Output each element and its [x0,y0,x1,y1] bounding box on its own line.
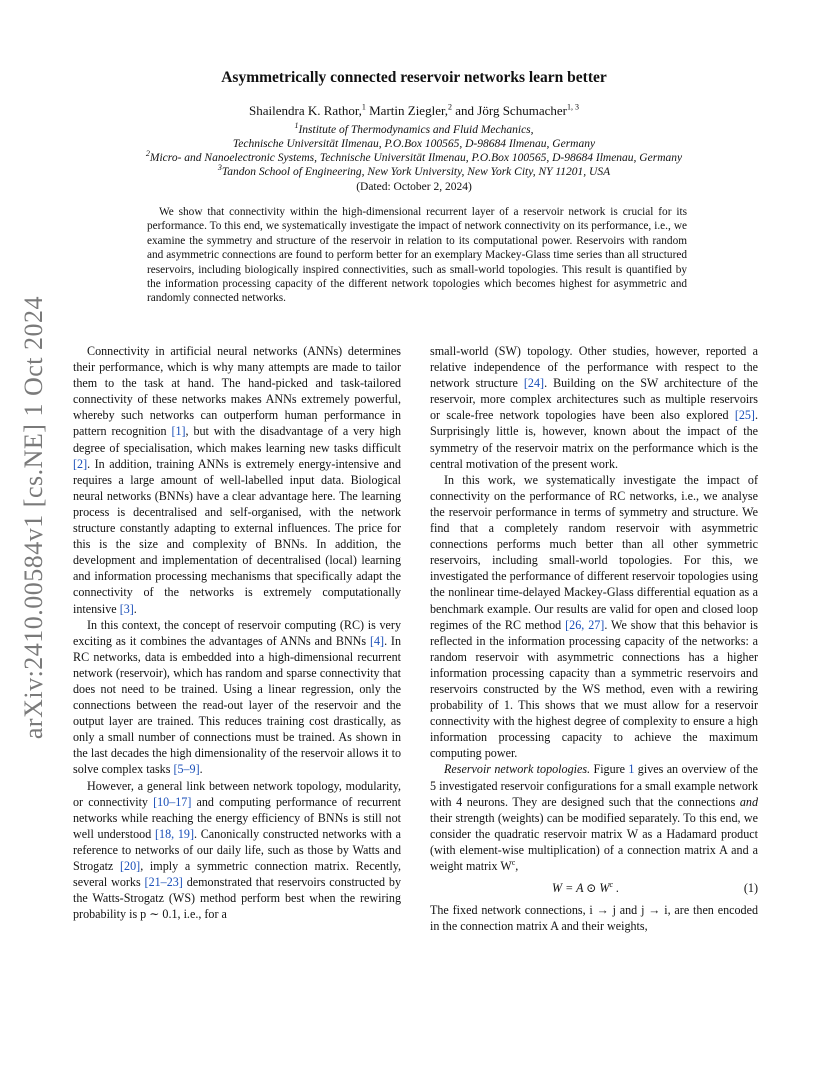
affiliation-line: Institute of Thermodynamics and Fluid Mechanics, [298,124,534,136]
author-affiliation-mark: 2 [448,102,453,112]
citation-link[interactable]: [25] [734,408,755,423]
affiliation-1-address [0,138,828,150]
date-line: (Dated: October 2, 2024) [356,181,472,193]
text-run: small-world (SW) topology. Other studies, however, reported a relative independence of the performance with respect to the network structure [430,344,758,391]
affiliation-line: Micro- and Nanoelectronic Systems, Technische Universität Ilmenau, P.O.Box 100565, D-98684 Ilmenau, Germany [149,152,683,164]
citation-link[interactable]: [4] [369,633,385,648]
paragraph [430,902,758,934]
equation-text: W = A ⊙ W [552,881,610,896]
citation-link[interactable]: [24] [523,376,545,391]
text-run: their strength (weights) can be modified separately. To this end, we consider the quadratic reservoir matrix W as a Hadamard product (with element-wise multiplication) of a connection matrix A and a weight matrix W [430,810,758,873]
affiliation-mark: 2 [145,149,150,159]
paragraph [430,761,758,874]
text-run: . [199,762,203,777]
paragraph [73,617,401,778]
text-run: . Canonically constructed networks with a reference to networks of our daily life, such as those by Watts and Strogatz [73,826,401,873]
citation-link[interactable]: [10–17] [153,794,192,809]
author-affiliation-mark: 1, 3 [566,102,579,112]
affiliation-3 [0,163,828,178]
citation-link[interactable]: [3] [119,601,134,616]
text-run: , but with the disadvantage of a very high degree of specialisation, which makes learning new tasks difficult [73,424,401,455]
citation-link[interactable]: [26, 27] [565,617,605,632]
text-run: However, a general link between network topology, modularity, or connectivity [73,778,401,809]
equation-1 [430,880,758,896]
author-list [0,103,828,119]
citation-link[interactable]: [5–9] [173,762,200,777]
emphasis: and [739,794,758,809]
text-run: In this work, we systematically investigate the impact of connectivity on the performance of RC networks, i.e., we analyse the reservoir performance in terms of symmetry and structure. We find that a completely random reservoir with asymmetric connections performs much better than all other symmetric reservoirs, including small-world topologies. For this, we investigated the performance of different reservoir topologies using the nonlinear time-delayed Mackey-Glass differential equation as a benchmark example. Our results are valid for open and closed loop regimes of the RC method [430,472,758,632]
arxiv-id: arXiv:2410.00584v1 [cs.NE] 1 Oct 2024 [19,296,48,740]
text-run: Figure [590,762,629,777]
paragraph [430,472,758,762]
author-name: Martin Ziegler, [365,103,449,118]
text-run: gives an overview of the 5 investigated reservoir configurations for a small example network with 4 neurons. They are designed such that the connections [430,762,759,809]
paper-title: Asymmetrically connected reservoir networks learn better [221,69,607,86]
affiliation-2 [0,149,828,164]
equation-body [552,880,619,896]
section-heading: Reservoir network topologies. [444,762,591,777]
text-run: . In RC networks, data is embedded into a high-dimensional recurrent network (reservoir), which has random and sparse connectivity that does not need to be trained. Using a linear regression, only the connections between the read-out layer of the reservoir and the output layer are trained. This reduces training cost drastically, as only a small number of connections must be trained. As shown in the last decades the high dimensionality of the reservoir allows it to solve complex tasks [73,633,401,777]
text-run: The fixed network connections, i → j and j → i, are then encoded in the connection matrix A and their weights, [430,903,758,934]
affiliation-mark: 1 [294,121,299,131]
left-column [73,343,401,922]
affiliation-mark: 3 [217,163,222,173]
affiliation-1 [0,121,828,136]
citation-link[interactable]: [1] [171,424,186,439]
citation-link[interactable]: [20] [120,859,141,873]
right-column [430,343,758,934]
author-name: Shailendra K. Rathor, [249,103,362,118]
citation-link[interactable]: [2] [73,456,88,471]
superscript: c [511,857,516,867]
superscript: c [609,880,614,890]
equation-number: (1) [743,881,758,896]
text-run: . Surprisingly little is, however, known about the impact of the symmetry of the reservoir matrix on the performance which is the central motivation of the present work. [430,408,758,471]
paragraph [430,343,758,472]
abstract: We show that connectivity within the high-dimensional recurrent layer of a reservoir network is crucial for its performance. To this end, we systematically investigate the impact of network connectivity on its performance, i.e., we examine the symmetry and structure of the reservoir in relation to its computational power. Reservoirs with random and asymmetric connections are found to perform better for an exemplary Mackey-Glass time series than all structured reservoirs, including biologically inspired connectivities, such as small-world topologies. This result is quantified by the information processing capacity of the different network topologies which becomes highest for asymmetric and randomly connected networks. [147,206,687,305]
text-run: . We show that this behavior is reflected in the information processing capacity of the networks: a random reservoir with asymmetric connections has a higher information processing capacity than a symmetric reservoirs and reservoirs constructed by the WS method, even with a rewiring probability of 1. This shows that we must allow for a reservoir connectivity with the highest degree of complexity to ensure a high information processing capacity to achieve the maximum computing power. [430,617,758,761]
text-run: , [515,859,519,873]
paragraph [73,778,401,923]
text-run: and computing performance of recurrent networks while reaching the energy efficiency of BNNs is still not well understood [73,794,401,841]
equation-text: . [613,881,620,896]
text-run: . Building on the SW architecture of the reservoir, more complex architectures such as multiple reservoirs or scale-free network topologies have been also explored [430,376,758,423]
text-run: Connectivity in artificial neural networks (ANNs) determines their performance, which is why many attempts are made to tailor them to the task at hand. The hand-picked and task-tailored connectivity of these networks makes ANNs extremely powerful, whereby such networks can outperform human performance in pattern recognition [73,344,401,439]
affiliation-line: Tandon School of Engineering, New York University, New York City, NY 11201, USA [221,166,611,178]
paragraph [73,343,401,617]
citation-link[interactable]: [21–23] [144,875,183,890]
text-run: demonstrated that reservoirs constructed by the Watts-Strogatz (WS) method perform best when the rewiring probability is p ∼ 0.1, i.e., for a [73,875,401,922]
text-run: In this context, the concept of reservoir computing (RC) is very exciting as it combines the advantages of ANNs and BNNs [73,617,401,648]
text-run: . [133,601,137,616]
figure-link[interactable]: 1 [628,762,635,777]
citation-link[interactable]: [18, 19] [155,826,194,841]
affiliation-line: Technische Universität Ilmenau, P.O.Box 100565, D-98684 Ilmenau, Germany [232,138,596,150]
author-name: and Jörg Schumacher [452,103,567,118]
author-affiliation-mark: 1 [361,102,366,112]
text-run: , imply a symmetric connection matrix. Recently, several works [73,859,401,890]
text-run: . In addition, training ANNs is extremely energy-intensive and requires a large amount of well-labelled input data. Biological neural networks (BNNs) have a clear advantage here. The learning process is decentralised and self-organised, with the network structure constantly adapting to external influences. The price for this is the size and complexity of BNNs. In addition, the development and implementation of decentralised (local) learning and information processing mechanisms that specifically adapt the connectivity of the networks is extremely computationally intensive [73,456,401,616]
